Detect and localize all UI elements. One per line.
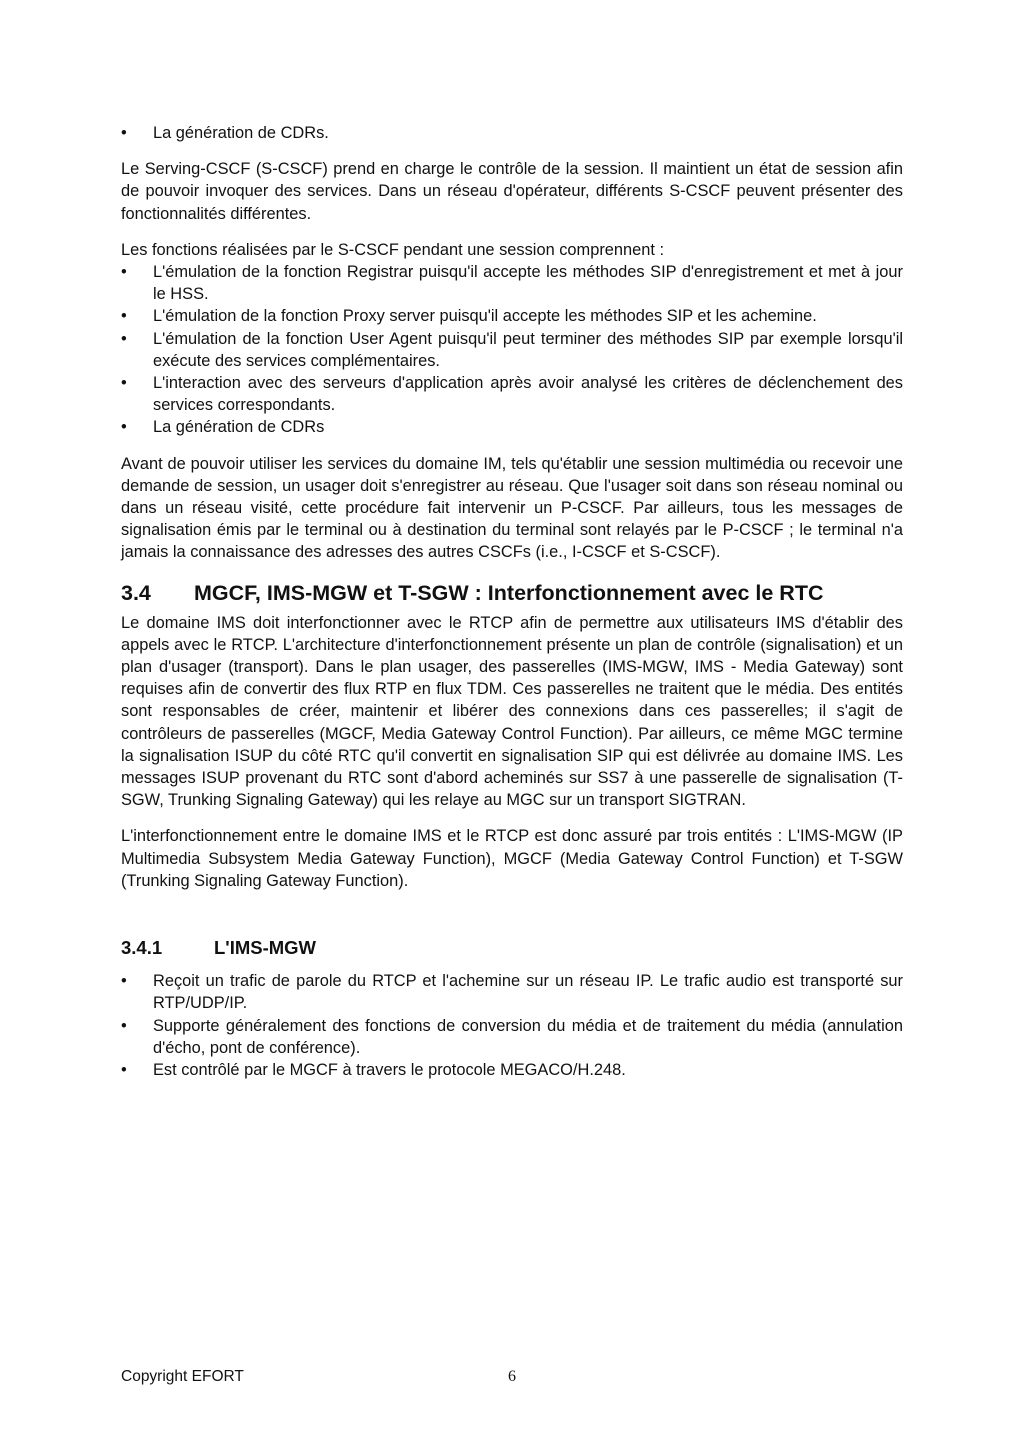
section-title: MGCF, IMS-MGW et T-SGW : Interfonctionnement avec le RTC	[194, 580, 824, 605]
section-heading-3-4	[121, 580, 903, 606]
paragraph-functions-intro: Les fonctions réalisées par le S-CSCF pendant une session comprennent :	[121, 240, 665, 259]
page-number: 6	[508, 1368, 516, 1385]
list-item: • Reçoit un trafic de parole du RTCP et l'achemine sur un réseau IP. Le trafic audio est transporté sur RTP/UDP/IP.	[121, 970, 903, 1014]
section-heading-3-4-1	[121, 936, 903, 960]
list-item: • L'émulation de la fonction Registrar puisqu'il accepte les méthodes SIP d'enregistrement et met à jour le HSS.	[121, 261, 903, 305]
top-bullet-list	[121, 122, 903, 144]
subsection-title: L'IMS-MGW	[214, 937, 317, 959]
mgw-bullet-list	[121, 970, 903, 1081]
paragraph-interworking: Le domaine IMS doit interfonctionner avec le RTCP afin de permettre aux utilisateurs IMS d'établir des appels avec le RTCP. L'architecture d'interfonctionnement présente un plan de contrôle (signalisation) et un plan d'usager (transport). Dans le plan usager, des passerelles (IMS-MGW, IMS - Media Gateway) sont requises afin de convertir des flux RTP en flux TDM. Ces passerelles ne traitent que le média. Des entités sont responsables de créer, maintenir et libérer des connexions dans ces passerelles; il s'agit de contrôleurs de passerelles (MGCF, Media Gateway Control Function). Par ailleurs, ce même MGC termine la signalisation ISUP du côté RTC qu'il convertit en signalisation SIP qui est délivrée au domaine IMS. Les messages ISUP provenant du RTC sont d'abord acheminés sur SS7 à une passerelle de signalisation (T-SGW, Trunking Signaling Gateway) qui les relaye au MGC sur un transport SIGTRAN.	[121, 613, 903, 810]
list-item: • Supporte généralement des fonctions de conversion du média et de traitement du média (annulation d'écho, pont de conférence).	[121, 1015, 903, 1059]
footer-copyright: Copyright EFORT	[121, 1368, 244, 1385]
list-item: • L'émulation de la fonction User Agent puisqu'il peut terminer des méthodes SIP par exemple lorsqu'il exécute des services complémentaires.	[121, 328, 903, 372]
list-item: • L'émulation de la fonction Proxy server puisqu'il accepte les méthodes SIP et les achemine.	[121, 305, 903, 327]
paragraph-scscf: Le Serving-CSCF (S-CSCF) prend en charge le contrôle de la session. Il maintient un état de session afin de pouvoir invoquer des services. Dans un réseau d'opérateur, différents S-CSCF peuvent présenter des fonctionnalités différentes.	[121, 160, 903, 223]
section-number: 3.4	[121, 580, 151, 605]
paragraph-registration: Avant de pouvoir utiliser les services du domaine IM, tels qu'établir une session multimédia ou recevoir une demande de session, un usager doit s'enregistrer au réseau. Que l'usager soit dans son réseau nominal ou dans un réseau visité, cette procédure fait intervenir un P-CSCF. Par ailleurs, tous les messages de signalisation émis par le terminal ou à destination du terminal sont relayés par le P-CSCF ; le terminal n'a jamais la connaissance des adresses des autres CSCFs (i.e., I-CSCF et S-CSCF).	[121, 454, 903, 562]
functions-bullet-list	[121, 261, 903, 439]
list-item: • La génération de CDRs	[121, 416, 903, 438]
document-body	[121, 122, 903, 1081]
list-item: • La génération de CDRs.	[121, 122, 903, 144]
subsection-number: 3.4.1	[121, 937, 163, 959]
list-item: • L'interaction avec des serveurs d'application après avoir analysé les critères de déclenchement des services correspondants.	[121, 372, 903, 416]
list-item: • Est contrôlé par le MGCF à travers le protocole MEGACO/H.248.	[121, 1059, 903, 1081]
page-footer	[121, 1368, 903, 1392]
paragraph-entities: L'interfonctionnement entre le domaine IMS et le RTCP est donc assuré par trois entités : L'IMS-MGW (IP Multimedia Subsystem Media Gateway Function), MGCF (Media Gateway Control Function) et T-SGW (Trunking Signaling Gateway Function).	[121, 827, 903, 890]
